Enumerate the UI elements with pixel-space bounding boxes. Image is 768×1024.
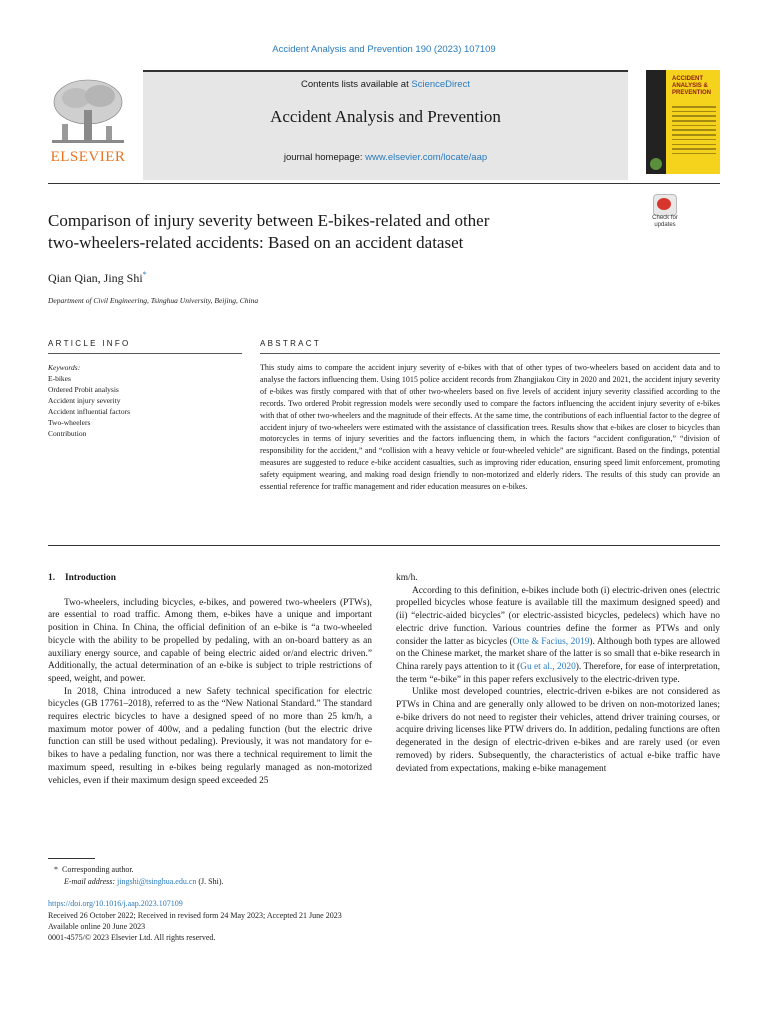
article-info-rule [48, 353, 242, 354]
paragraph: Unlike most developed countries, electric-driven e-bikes are not considered as PTWs in China and are generally only allowed to be driven on non-motorized lanes; e-bike drivers do not need to register their vehicles, attend driver training courses, or acquire driving licenses like PTW drivers do. In addition, pedaling functions are often degenerated in the design of electric-driven e-bikes and are rarely used (or even removed) by riders. Subsequently, the characteristics of actual e-bike traffic have deviated from expectations, making e-bike management [396, 687, 720, 774]
corresponding-author-mark[interactable]: * [142, 270, 147, 279]
paragraph [396, 585, 720, 687]
contents-prefix: Contents lists available at [301, 79, 412, 90]
author-qian[interactable]: Qian Qian [48, 271, 98, 285]
author-shi[interactable]: Jing Shi [103, 271, 143, 285]
available-online: Available online 20 June 2023 [48, 922, 146, 931]
footnote-mark: * [54, 865, 58, 874]
paragraph: Two-wheelers, including bicycles, e-bikes, and powered two-wheelers (PTWs), are essential to road traffic. Among them, e-bikes have a unique and important position in China. In China, the official definition of an e-bike is “a two-wheeled bicycle with the ability to be propelled by pedaling, with an on-board battery as an auxiliary energy source, and capable of being electric aided or/and electric driven.” Additionally, the actual determination of an e-bike is subject to triple restrictions of speed, weight, and power. [48, 597, 372, 684]
paragraph: In 2018, China introduced a new Safety technical specification for electric bicycles (GB 17761–2018), referred to as the “New National Standard.” The standard requires electric bicycles to have a designed speed of no more than 25 km/h, a maximum motor power of 400w, and a pedaling function (but the electric drive function can still be used without pedaling). Previously, it was not mandatory for e-bikes to have a pedaling function, nor was there a technical requirement to limit the maximum speed, resulting in e-bikes being regularly managed as non-motorized vehicles, even if their maximum design speed exceeded 25 [48, 686, 372, 786]
cover-title: ACCIDENT ANALYSIS & PREVENTION [672, 76, 712, 96]
keyword-item: Contribution [48, 429, 87, 438]
paragraph-continuation: km/h. [396, 573, 418, 583]
title-line-2: two-wheelers-related accidents: Based on an accident dataset [48, 233, 464, 252]
journal-name: Accident Analysis and Prevention [270, 107, 501, 126]
body-column-left [48, 572, 372, 787]
homepage-link[interactable]: www.elsevier.com/locate/aap [365, 152, 488, 163]
abstract-heading: ABSTRACT [260, 339, 322, 348]
email-label: E-mail address: [64, 877, 116, 886]
keyword-item: Two-wheelers [48, 418, 91, 427]
keyword-item: E-bikes [48, 374, 71, 383]
header-rule [48, 183, 720, 184]
article-info-heading: ARTICLE INFO [48, 339, 131, 348]
doi-link[interactable]: https://doi.org/10.1016/j.aap.2023.107109 [48, 899, 183, 908]
cover-text-lines [672, 106, 716, 158]
cover-globe-icon [650, 158, 662, 170]
corresponding-author-note [54, 865, 134, 876]
citation-otte-facius[interactable]: Otte & Facius, 2019 [512, 636, 590, 647]
body-column-right [396, 572, 720, 775]
section-heading [48, 572, 372, 585]
email-note [64, 877, 224, 888]
check-updates-label: Check for updates [652, 215, 678, 228]
keywords-label: Keywords: [48, 363, 81, 372]
running-head[interactable]: Accident Analysis and Prevention 190 (2023) 107109 [272, 44, 496, 55]
elsevier-tree-logo-icon [48, 76, 128, 150]
keywords-block [48, 362, 242, 439]
check-updates-bookmark-icon [657, 198, 671, 210]
abstract-rule [260, 353, 720, 354]
article-title [48, 210, 618, 254]
corresponding-label: Corresponding author. [62, 865, 134, 874]
footnote-rule [48, 858, 95, 859]
homepage-line [143, 152, 628, 163]
paragraph-text: According to this definition, e-bikes include both (i) electric-driven ones (electric propelled bicycles whose feature is available till the maximum designed speed) and (ii) “electric-aided bicycles” (or electric-assisted bicycles, pedelecs) which have no electric drive function. Various countries define the former as PTWs and only consider the latter as bicycles ( [396, 585, 720, 647]
title-line-1: Comparison of injury severity between E-bikes-related and other [48, 211, 490, 230]
keyword-item: Ordered Probit analysis [48, 385, 119, 394]
copyright: 0001-4575/© 2023 Elsevier Ltd. All rights reserved. [48, 933, 216, 942]
keyword-item: Accident influential factors [48, 407, 131, 416]
check-for-updates-badge[interactable] [646, 194, 684, 230]
elsevier-wordmark: ELSEVIER [50, 149, 126, 165]
sciencedirect-link[interactable]: ScienceDirect [411, 79, 470, 90]
email-suffix: (J. Shi). [198, 877, 224, 886]
author-list [48, 270, 147, 286]
contents-line [143, 79, 628, 90]
paragraph-text: ). Although both types are allowed on the Chinese market, the market share of the latter is so small that e-bike research in China rarely pays attention to it ( [396, 636, 720, 672]
publication-dates: Received 26 October 2022; Received in revised form 24 May 2023; Accepted 21 June 2023 [48, 911, 342, 920]
section-title: Introduction [65, 573, 116, 583]
keyword-item: Accident injury severity [48, 396, 121, 405]
section-number: 1. [48, 573, 56, 583]
journal-cover-thumbnail[interactable] [646, 70, 720, 174]
abstract-text: This study aims to compare the accident injury severity of e-bikes with that of other types of two-wheelers based on accident data and to analyse the factors influencing them. Using 1015 police accident records from Zhangjiakou City in 2020 and 2021, the accident injury severity of e-bikes was firstly compared with that of other two-wheelers based on five levels of accident injury severity classified according to the records. Two ordered Probit regression models were secondly used to compare the factors influencing the accident injury severity of e-bikes with that of other two-wheelers and the magnitude of their effects. At the same time, the contributions of each influential factor to the degree of accident injury of two-wheelers were estimated with the assistance of classification trees. Results show that e-bikes are closer to bicycles than motorcycles in terms of injury severities and the factors influencing them, in which the factors “accident configuration,” “division of responsibility for the accident,” and “collision with a heavy vehicle or four-wheeled vehicle” are significant. Based on the findings, potential measures are suggested to reduce e-bike accident casualties, such as improving rider education, ensuring speed limit enforcement, promoting safety equipment wearing, and making road design friendly to non-motorized and elderly riders. The results of this study can provide an essential reference for traffic management and rider education measures on e-bikes. [260, 363, 720, 492]
affiliation: Department of Civil Engineering, Tsinghua University, Beijing, China [48, 296, 259, 305]
abstract-bottom-rule [48, 545, 720, 546]
homepage-prefix: journal homepage: [283, 152, 366, 163]
paragraph-text: ). Therefore, for ease of interpretation, the term “e-bike” in this paper refers exclusively to the electric-driven type. [396, 661, 720, 685]
email-link[interactable]: jingshi@tsinghua.edu.cn [117, 877, 197, 886]
citation-gu-et-al[interactable]: Gu et al., 2020 [520, 661, 576, 672]
author-separator: , [97, 271, 104, 285]
